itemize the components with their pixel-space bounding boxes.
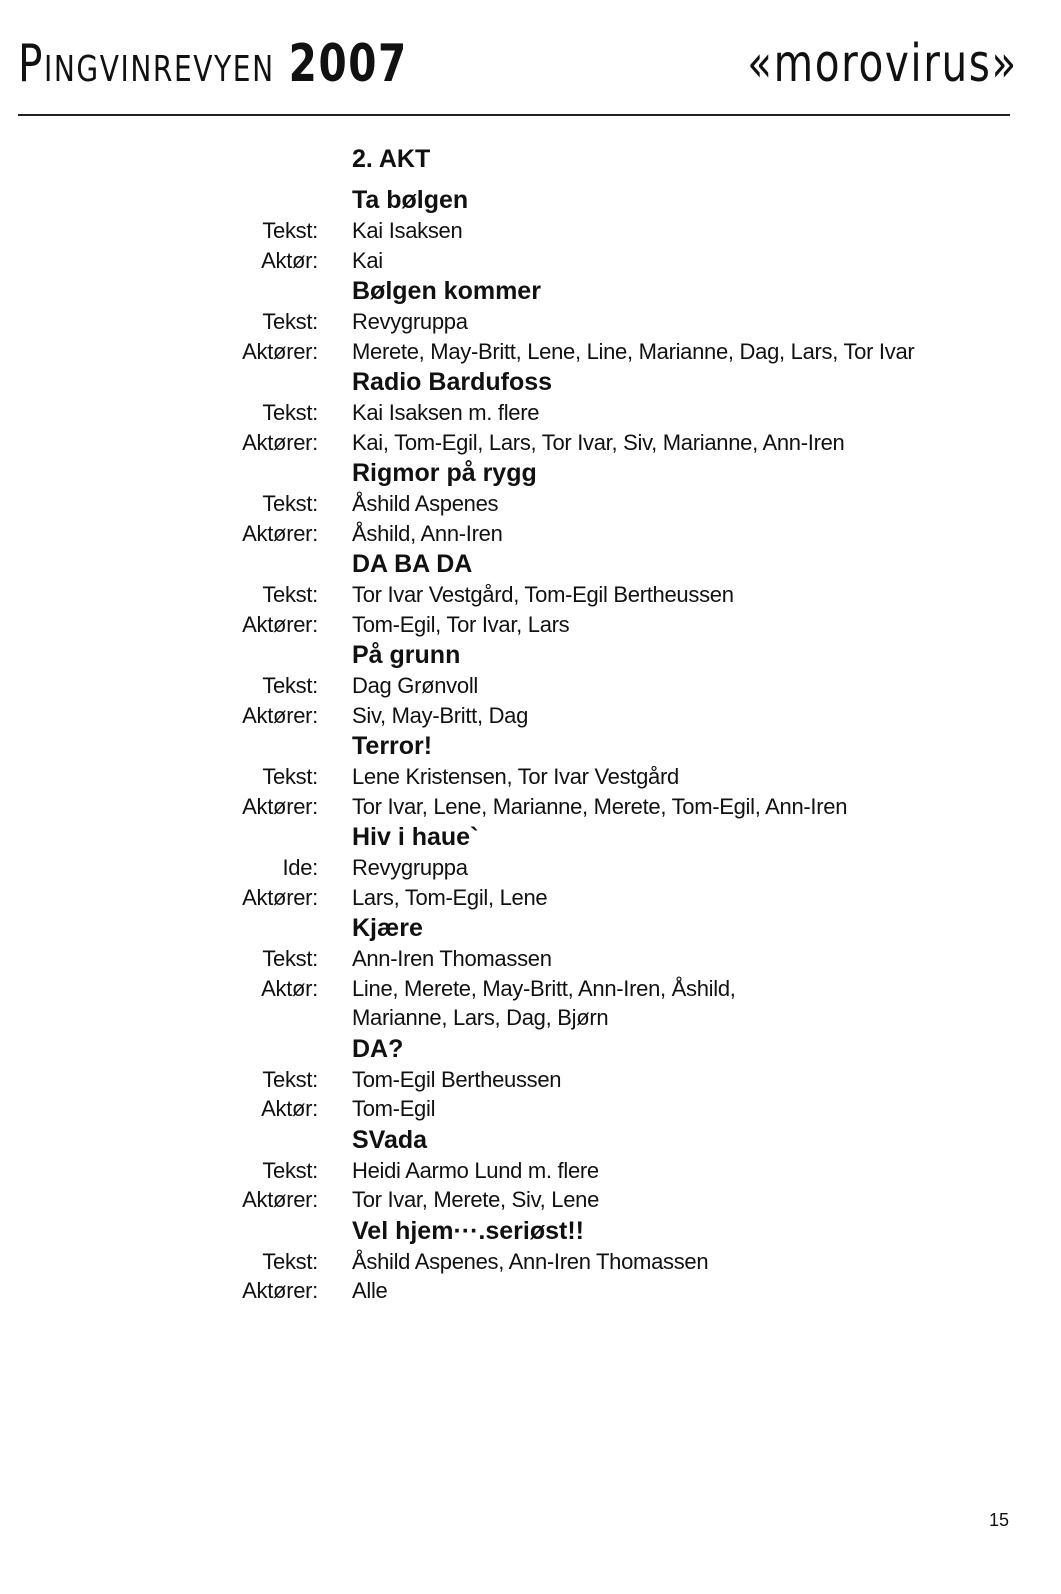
- credit-role-label: Aktører:: [242, 611, 318, 637]
- credit-row: [0, 1156, 1061, 1186]
- credit-names: Heidi Aarmo Lund m. flere: [352, 1157, 599, 1183]
- credit-names: Siv, May-Britt, Dag: [352, 702, 529, 728]
- scene-entry: [0, 821, 1061, 912]
- scene-title: Hiv i haue`: [352, 823, 479, 851]
- credit-role-label: Tekst:: [262, 673, 318, 698]
- credit-role-label: Tekst:: [262, 946, 318, 971]
- credit-role-label: Aktører:: [242, 429, 318, 455]
- credit-names: Åshild Aspenes, Ann-Iren Thomassen: [352, 1248, 709, 1274]
- credit-role-label: Tekst:: [262, 764, 318, 789]
- credit-names: Tom-Egil: [352, 1096, 436, 1121]
- credit-row: [0, 701, 1061, 731]
- credit-role-label: Aktører:: [242, 793, 318, 819]
- credit-role-label: Ide:: [282, 855, 318, 880]
- credit-role-label: Tekst:: [262, 218, 318, 243]
- credit-row: [0, 610, 1061, 640]
- credit-row: [0, 1065, 1061, 1095]
- scene-entry: [0, 548, 1061, 639]
- credit-names: Dag Grønvoll: [352, 673, 478, 698]
- act-heading: 2. AKT: [352, 145, 431, 173]
- credit-role-label: Tekst:: [262, 491, 318, 516]
- scene-title: På grunn: [352, 641, 461, 669]
- credit-row: [0, 1247, 1061, 1277]
- credit-role-label: Aktører:: [242, 1187, 318, 1212]
- scene-entry: [0, 730, 1061, 821]
- scene-entry: [0, 639, 1061, 730]
- page-number: 15: [988, 1510, 1009, 1530]
- revue-subtitle: «morovirus»: [747, 34, 1018, 94]
- scene-title: Kjære: [352, 914, 423, 942]
- credit-row: [0, 1276, 1061, 1306]
- credit-row: [0, 519, 1061, 549]
- scene-entry: [0, 366, 1061, 457]
- credit-role-label: Tekst:: [262, 400, 318, 425]
- revue-title-rest: ingvinrevyen: [44, 34, 275, 94]
- scene-title: Terror!: [352, 732, 433, 760]
- credit-role-label: Tekst:: [262, 582, 318, 607]
- scene-entry: [0, 275, 1061, 366]
- scene-entry: [0, 1033, 1061, 1124]
- credit-row: [0, 428, 1061, 458]
- scene-title: Rigmor på rygg: [352, 459, 537, 487]
- credit-role-label: Aktører:: [242, 702, 318, 728]
- credit-role-label: Tekst:: [262, 1066, 318, 1092]
- credit-names: Kai: [352, 247, 383, 273]
- credit-names: Line, Merete, May-Britt, Ann-Iren, Åshild,: [352, 975, 736, 1001]
- credit-row: [0, 307, 1061, 337]
- credit-names: Lars, Tom-Egil, Lene: [352, 884, 548, 910]
- credit-row: [0, 671, 1061, 701]
- scene-title: Vel hjem···.seriøst!!: [352, 1216, 584, 1245]
- credit-row: [0, 974, 1061, 1004]
- credit-names: Revygruppa: [352, 855, 468, 880]
- credit-row: [0, 580, 1061, 610]
- scene-title: Radio Bardufoss: [352, 368, 553, 396]
- scene-entry: [0, 1215, 1061, 1306]
- revue-title: [18, 34, 408, 94]
- credit-role-label: [0, 1003, 318, 1033]
- credit-role-label: Aktører:: [242, 520, 318, 546]
- credit-names: Tor Ivar, Lene, Marianne, Merete, Tom-Egil, Ann-Iren: [352, 793, 848, 819]
- scene-entry: [0, 457, 1061, 548]
- credit-row: [0, 1003, 1061, 1033]
- credit-row: [0, 216, 1061, 246]
- credit-names: Kai Isaksen: [352, 218, 463, 243]
- page-header: [18, 18, 1018, 118]
- credit-names: Åshild, Ann-Iren: [352, 520, 503, 546]
- program-content: [0, 140, 1061, 1306]
- credit-role-label: Aktører:: [242, 338, 318, 364]
- credit-role-label: Tekst:: [262, 1248, 318, 1274]
- credit-role-label: Aktører:: [242, 884, 318, 910]
- credit-role-label: Aktør:: [261, 247, 318, 273]
- credit-names: Tom-Egil Bertheussen: [352, 1066, 562, 1092]
- credit-row: [0, 489, 1061, 519]
- credit-row: [0, 792, 1061, 822]
- scene-title: DA BA DA: [352, 550, 473, 578]
- scene-entry: [0, 912, 1061, 1033]
- credit-row: [0, 944, 1061, 974]
- credit-names: Kai, Tom-Egil, Lars, Tor Ivar, Siv, Marianne, Ann-Iren: [352, 429, 845, 455]
- credit-names: Revygruppa: [352, 309, 468, 334]
- revue-title-initial: P: [18, 34, 45, 94]
- credit-row: [0, 762, 1061, 792]
- credit-role-label: Aktør:: [261, 975, 318, 1001]
- revue-year: 2007: [288, 34, 408, 94]
- credit-names: Marianne, Lars, Dag, Bjørn: [352, 1005, 609, 1030]
- credit-row: [0, 1094, 1061, 1124]
- scene-list: [0, 184, 1061, 1306]
- header-divider: [18, 114, 1010, 116]
- credit-names: Tor Ivar Vestgård, Tom-Egil Bertheussen: [352, 582, 734, 607]
- credit-names: Alle: [352, 1278, 388, 1303]
- credit-names: Ann-Iren Thomassen: [352, 946, 552, 971]
- credit-row: [0, 1185, 1061, 1215]
- credit-row: [0, 246, 1061, 276]
- credit-role-label: Tekst:: [262, 309, 318, 334]
- scene-title: SVada: [352, 1125, 428, 1154]
- scene-title: Ta bølgen: [352, 186, 469, 214]
- credit-row: [0, 337, 1061, 367]
- credit-names: Tom-Egil, Tor Ivar, Lars: [352, 611, 570, 637]
- credit-names: Lene Kristensen, Tor Ivar Vestgård: [352, 764, 679, 789]
- credit-row: [0, 398, 1061, 428]
- credit-names: Kai Isaksen m. flere: [352, 400, 540, 425]
- scene-entry: [0, 184, 1061, 275]
- scene-entry: [0, 1124, 1061, 1215]
- credit-row: [0, 853, 1061, 883]
- credit-row: [0, 883, 1061, 913]
- scene-title: Bølgen kommer: [352, 277, 541, 305]
- credit-names: Tor Ivar, Merete, Siv, Lene: [352, 1187, 600, 1212]
- credit-role-label: Aktører:: [242, 1278, 318, 1303]
- credit-names: Merete, May-Britt, Lene, Line, Marianne, Dag, Lars, Tor Ivar: [352, 338, 915, 364]
- credit-names: Åshild Aspenes: [352, 491, 499, 516]
- credit-role-label: Aktør:: [261, 1096, 318, 1121]
- scene-title: DA?: [352, 1034, 404, 1063]
- credit-role-label: Tekst:: [262, 1157, 318, 1183]
